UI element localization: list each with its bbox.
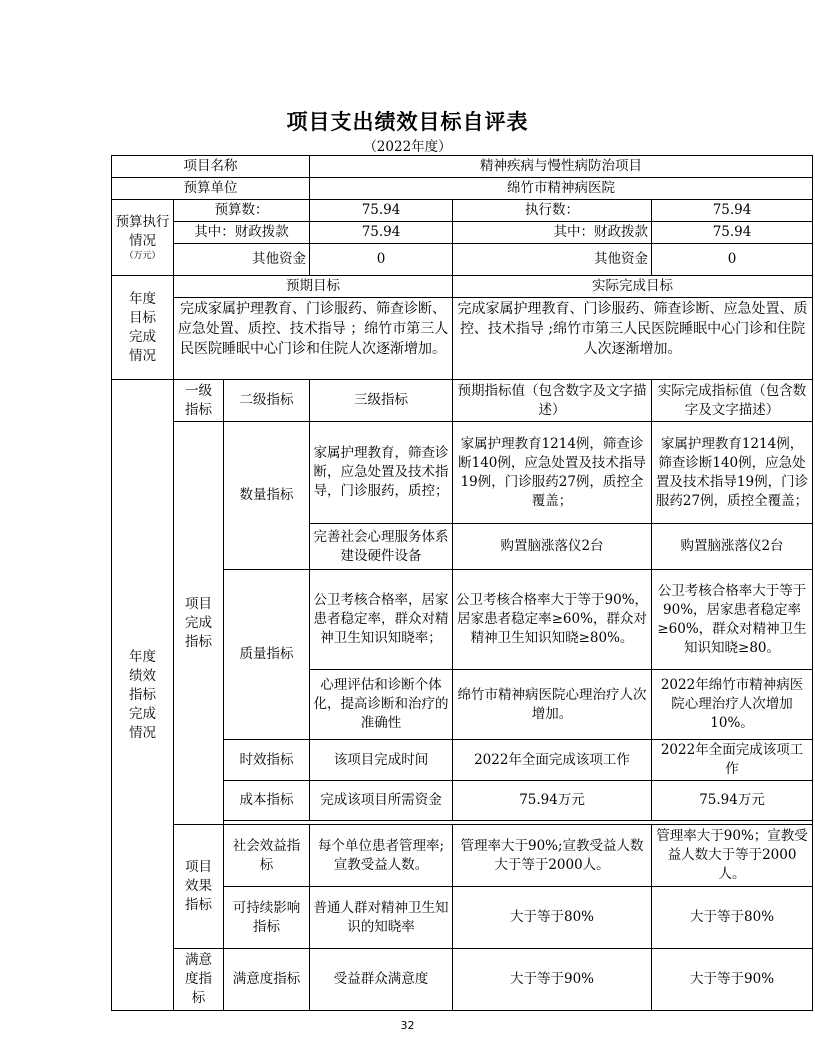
row-psych-expected: 绵竹市精神病医院心理治疗人次增加。 [453, 670, 652, 740]
budget-unit-value: 绵竹市精神病医院 [310, 178, 813, 200]
row-timeliness-actual: 2022年全面完成该项工作 [652, 740, 813, 781]
header-level3: 三级指标 [310, 380, 453, 422]
row-timeliness-level3: 该项目完成时间 [310, 740, 453, 781]
row-satisfaction-level3: 受益群众满意度 [310, 949, 453, 1011]
row-psych-level3: 心理评估和诊断个体化，提高诊断和治疗的准确性 [310, 670, 453, 740]
row-hardware-actual: 购置脑涨落仪2台 [652, 524, 813, 570]
document-year: （2022年度） [363, 139, 452, 155]
row-hardware-expected: 购置脑涨落仪2台 [453, 524, 652, 570]
row-psych-actual: 2022年绵竹市精神病医院心理治疗人次增加10%。 [652, 670, 813, 740]
page-number: 32 [400, 1019, 415, 1032]
fiscal-exec-label: 其中：财政拨款 [453, 222, 652, 244]
row-satisfaction-actual: 大于等于90% [652, 949, 813, 1011]
goals-actual-text: 完成家属护理教育、门诊服药、筛查诊断、应急处置、质控、技术指导 ;绵竹市第三人民医院睡眠中心门诊和住院人次逐渐增加。 [453, 298, 813, 380]
budget-section-text: 预算执行情况 [115, 214, 170, 249]
row-quantity-actual: 家属护理教育1214例，筛查诊断140例，应急处置及技术指导19例，门诊服药27例，质控全覆盖； [652, 422, 813, 524]
other-exec-value: 0 [652, 244, 813, 276]
evaluation-table [111, 155, 813, 1011]
exec-amount-value: 75.94 [652, 200, 813, 222]
row-sustain-actual: 大于等于80% [652, 887, 813, 949]
header-level2: 二级指标 [224, 380, 310, 422]
project-name-value: 精神疾病与慢性病防治项目 [310, 156, 813, 178]
group-project-completion: 项目完成指标 [174, 422, 224, 825]
level2-timeliness: 时效指标 [224, 740, 310, 781]
document-title: 项目支出绩效目标自评表 [286, 109, 529, 134]
row-hardware-level3: 完善社会心理服务体系建设硬件设备 [310, 524, 453, 570]
level2-quantity: 数量指标 [224, 422, 310, 570]
row-sustain-expected: 大于等于80% [453, 887, 652, 949]
fiscal-budget-value: 75.94 [310, 222, 453, 244]
project-name-label: 项目名称 [112, 156, 310, 178]
row-quality-actual: 公卫考核合格率大于等于90%，居家患者稳定率≥60%，群众对精神卫生知识知晓≥80。 [652, 570, 813, 670]
level2-satisfaction: 满意度指标 [224, 949, 310, 1011]
row-timeliness-expected: 2022年全面完成该项工作 [453, 740, 652, 781]
budget-section-label [112, 200, 174, 276]
row-satisfaction-expected: 大于等于90% [453, 949, 652, 1011]
row-cost-actual: 75.94万元 [652, 781, 813, 821]
level2-quality: 质量指标 [224, 570, 310, 740]
goals-expected-text: 完成家属护理教育、门诊服药、筛查诊断、应急处置、质控、技术指导 ；绵竹市第三人民医院睡眠中心门诊和住院人次逐渐增加。 [174, 298, 453, 380]
fiscal-budget-label: 其中：财政拨款 [174, 222, 310, 244]
other-exec-label: 其他资金 [453, 244, 652, 276]
goals-actual-header: 实际完成目标 [453, 276, 813, 298]
row-cost-level3: 完成该项目所需资金 [310, 781, 453, 821]
goals-expected-header: 预期目标 [174, 276, 453, 298]
row-social-level3: 每个单位患者管理率;宣教受益人数。 [310, 825, 453, 887]
budget-unit-label: 预算单位 [112, 178, 310, 200]
row-quality-expected: 公卫考核合格率大于等于90%，居家患者稳定率≥60%，群众对精神卫生知识知晓≥80%。 [453, 570, 652, 670]
budget-amount-value: 75.94 [310, 200, 453, 222]
row-quality-level3: 公卫考核合格率，居家患者稳定率，群众对精神卫生知识知晓率； [310, 570, 453, 670]
group-project-effect: 项目效果指标 [174, 825, 224, 949]
row-quantity-level3: 家属护理教育，筛查诊断，应急处置及技术指导，门诊服药，质控； [310, 422, 453, 524]
budget-amount-label: 预算数： [174, 200, 310, 222]
level2-social: 社会效益指标 [224, 825, 310, 887]
goals-section-label: 年度目标完成情况 [112, 276, 174, 380]
row-sustain-level3: 普通人群对精神卫生知识的知晓率 [310, 887, 453, 949]
row-quantity-expected: 家属护理教育1214例，筛查诊断140例，应急处置及技术指导19例，门诊服药27例，质控全覆盖； [453, 422, 652, 524]
other-budget-label: 其他资金 [174, 244, 310, 276]
fiscal-exec-value: 75.94 [652, 222, 813, 244]
level2-sustainability: 可持续影响指标 [224, 887, 310, 949]
row-cost-expected: 75.94万元 [453, 781, 652, 821]
level2-cost: 成本指标 [224, 781, 310, 821]
group-satisfaction: 满意度指标 [174, 949, 224, 1011]
exec-amount-label: 执行数： [453, 200, 652, 222]
row-social-expected: 管理率大于90%;宣教受益人数大于等于2000人。 [453, 825, 652, 887]
header-level1: 一级指标 [174, 380, 224, 422]
indicators-section-label: 年度绩效指标完成情况 [112, 380, 174, 1011]
row-social-actual: 管理率大于90%；宣教受益人数大于等于2000人。 [652, 825, 813, 887]
other-budget-value: 0 [310, 244, 453, 276]
header-expected: 预期指标值（包含数字及文字描述） [453, 380, 652, 422]
header-actual: 实际完成指标值（包含数字及文字描述） [652, 380, 813, 422]
budget-unit-note: （万元） [124, 251, 161, 261]
